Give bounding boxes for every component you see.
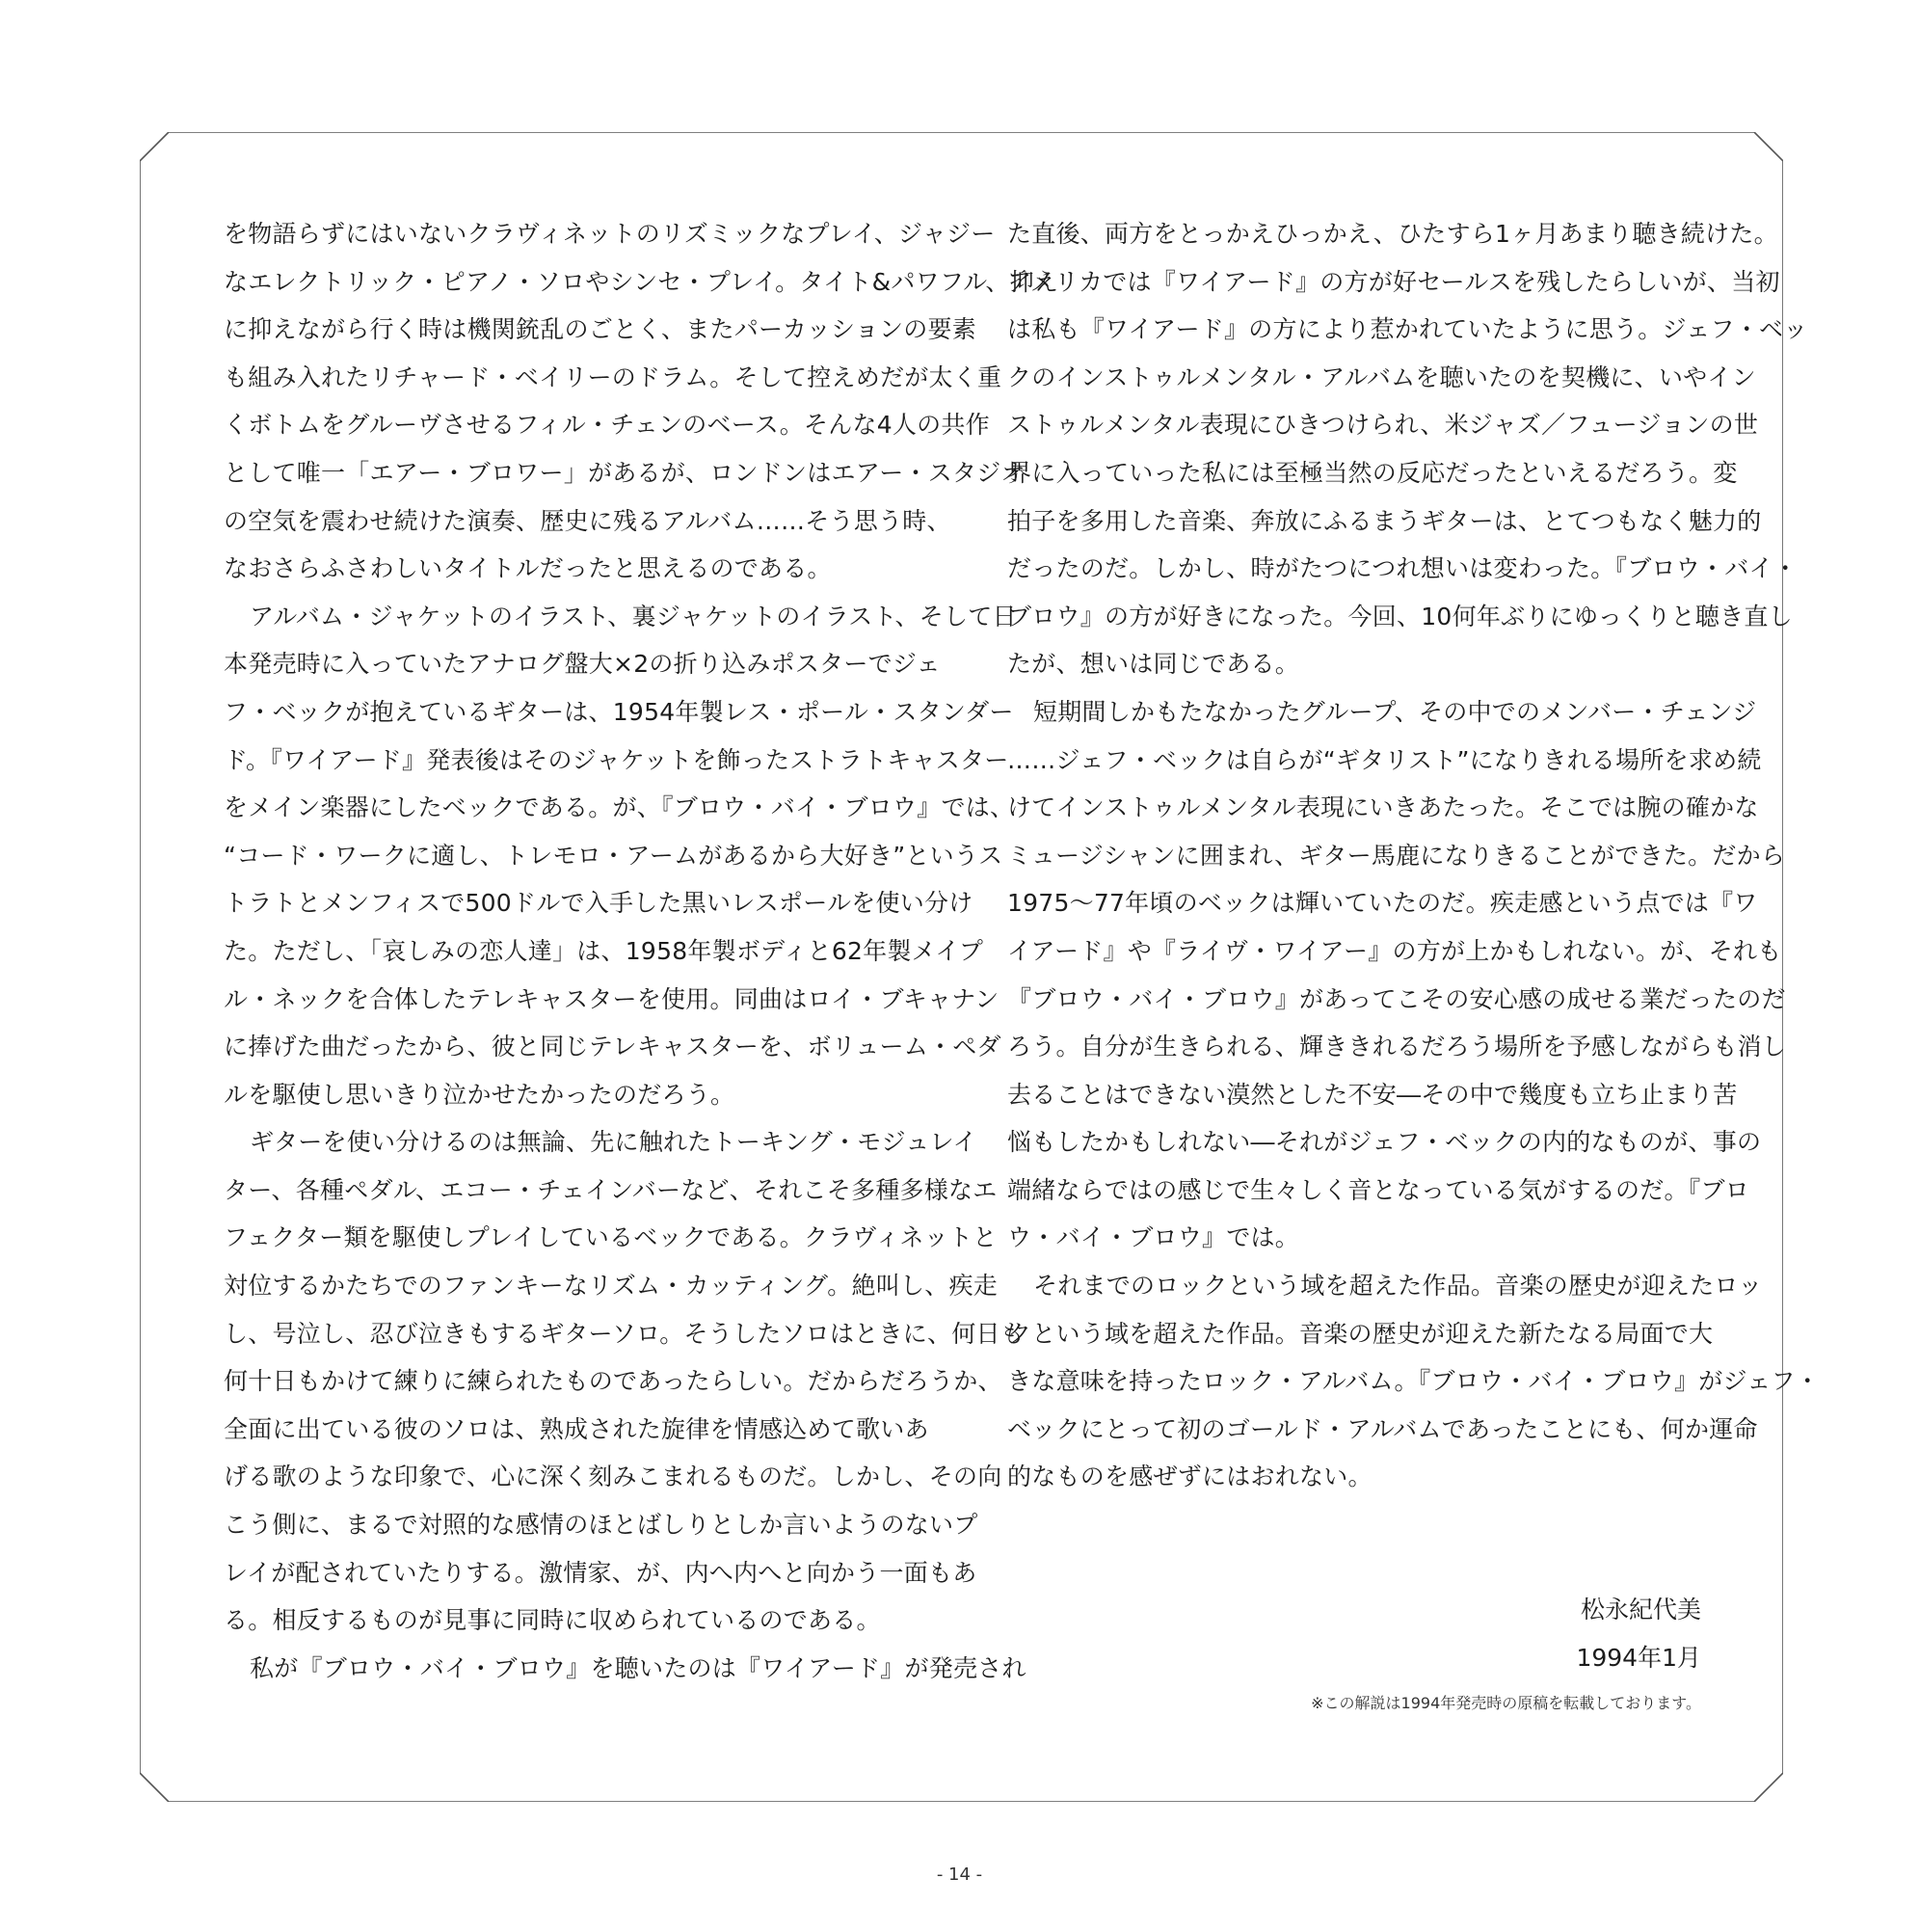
paragraph (224, 210, 1059, 593)
text-line: た。ただし、「哀しみの恋人達」は、1958年製ボディと62年製メイプ (224, 936, 984, 965)
text-line: なエレクトリック・ピアノ・ソロやシンセ・プレイ。タイト&パワフル、抑え (224, 267, 1059, 296)
reprint-note: ※この解説は1994年発売時の原稿を転載しております。 (1311, 1694, 1701, 1712)
text-line: こう側に、まるで対照的な感情のほとばしりとしか言いようのないプ (224, 1511, 978, 1540)
paragraph (1007, 1262, 1821, 1501)
text-line: ストゥルメンタル表現にひきつけられ、米ジャズ／フュージョンの世 (1007, 411, 1759, 440)
text-line: た直後、両方をとっかえひっかえ、ひたすら1ヶ月あまり聴き続けた。 (1007, 220, 1778, 248)
text-line: 短期間しかもたなかったグループ、その中でのメンバー・チェンジ (1033, 697, 1757, 726)
text-line: “コード・ワークに適し、トレモロ・アームがあるから大好き”というス (224, 841, 1003, 870)
text-line: ギターを使い分けるのは無論、先に触れたトーキング・モジュレイ (250, 1128, 977, 1157)
text-line: 1975〜77年頃のベックは輝いていたのだ。疾走感という点では『ワ (1007, 889, 1758, 918)
text-line: たが、想いは同じである。 (1007, 650, 1300, 679)
text-line: それまでのロックという域を超えた作品。音楽の歴史が迎えたロッ (1033, 1272, 1763, 1301)
paragraph (224, 1645, 1026, 1693)
author-name: 松永紀代美 (1580, 1596, 1701, 1623)
text-line: も組み入れたリチャード・ベイリーのドラム。そして控えめだが太く重 (224, 362, 1002, 391)
text-line: クという域を超えた作品。音楽の歴史が迎えた新たなる局面で大 (1007, 1319, 1714, 1348)
text-line: は私も『ワイアード』の方により惹かれていたように思う。ジェフ・ベッ (1007, 315, 1808, 344)
page-number: - 14 - (936, 1865, 983, 1885)
text-line: 悩もしたかもしれない―それがジェフ・ベックの内的なものが、事の (1007, 1128, 1762, 1157)
text-line: 全面に出ている彼のソロは、熟成された旋律を情感込めて歌いあ (224, 1414, 929, 1443)
text-line: レイが配されていたりする。激情家、が、内へ内へと向かう一面もあ (224, 1558, 977, 1587)
text-line: 本発売時に入っていたアナログ盤大×2の折り込みポスターでジェ (224, 650, 941, 679)
text-line: アメリカでは『ワイアード』の方が好セールスを残したらしいが、当初 (1007, 267, 1780, 296)
text-line: イアード』や『ライヴ・ワイアー』の方が上かもしれない。が、それも (1007, 936, 1782, 965)
text-line: ルを駆使し思いきり泣かせたかったのだろう。 (224, 1080, 735, 1109)
right-column (1007, 210, 1821, 1501)
text-line: し、号泣し、忍び泣きもするギターソロ。そうしたソロはときに、何日も (224, 1319, 1026, 1348)
text-line: フェクター類を駆使しプレイしているベックである。クラヴィネットと (224, 1223, 998, 1252)
left-column (224, 210, 1059, 1692)
paragraph (224, 1118, 1026, 1645)
text-line: 拍子を多用した音楽、奔放にふるまうギターは、とてつもなく魅力的 (1007, 506, 1762, 535)
text-line: 対位するかたちでのファンキーなリズム・カッティング。絶叫し、疾走 (224, 1272, 999, 1301)
text-line: げる歌のような印象で、心に深く刻みこまれるものだ。しかし、その向 (224, 1462, 1002, 1491)
text-line: けてインストゥルメンタル表現にいきあたった。そこでは腕の確かな (1007, 793, 1759, 822)
text-line: ブロウ』の方が好きになった。今回、10何年ぶりにゆっくりと聴き直し (1007, 602, 1793, 631)
article-date: 1994年1月 (1576, 1644, 1701, 1672)
text-line: きな意味を持ったロック・アルバム。『ブロウ・バイ・ブロウ』がジェフ・ (1007, 1367, 1821, 1396)
text-line: 私が『ブロウ・バイ・ブロウ』を聴いたのは『ワイアード』が発売され (250, 1653, 1026, 1682)
text-line: 『ブロウ・バイ・ブロウ』があってこその安心感の成せる業だったのだ (1007, 984, 1786, 1013)
text-line: 的なものを感ぜずにはおれない。 (1007, 1462, 1373, 1491)
text-line: る。相反するものが見事に同時に収められているのである。 (224, 1606, 881, 1635)
text-line: ベックにとって初のゴールド・アルバムであったことにも、何か運命 (1007, 1414, 1758, 1443)
text-line: トラトとメンフィスで500ドルで入手した黒いレスポールを使い分け (224, 889, 973, 918)
text-line: なおさらふさわしいタイトルだったと思えるのである。 (224, 554, 832, 583)
text-line: ミュージシャンに囲まれ、ギター馬鹿になりきることができた。だから (1007, 841, 1786, 870)
paragraph (224, 593, 1017, 1119)
text-line: 端緒ならではの感じで生々しく音となっている気がするのだ。『ブロ (1007, 1175, 1750, 1204)
paragraph (1007, 688, 1787, 1262)
text-line: に捧げた曲だったから、彼と同じテレキャスターを、ボリューム・ペダ (224, 1033, 1001, 1061)
text-line: をメイン楽器にしたベックである。が、『ブロウ・バイ・ブロウ』では、 (224, 793, 1015, 822)
text-line: ター、各種ペダル、エコー・チェインバーなど、それこそ多種多様なエ (224, 1175, 998, 1204)
text-line: 界に入っていった私には至極当然の反応だったといえるだろう。変 (1007, 458, 1738, 487)
text-line: を物語らずにはいないクラヴィネットのリズミックなプレイ、ジャジー (224, 220, 996, 248)
text-line: 何十日もかけて練りに練られたものであったらしい。だからだろうか、 (224, 1367, 1002, 1396)
text-line: ド。『ワイアード』発表後はそのジャケットを飾ったストラトキャスター (224, 745, 1009, 774)
text-line: くボトムをグルーヴさせるフィル・チェンのベース。そんな4人の共作 (224, 411, 990, 440)
text-line: ル・ネックを合体したテレキャスターを使用。同曲はロイ・ブキャナン (224, 984, 999, 1013)
text-line: アルバム・ジャケットのイラスト、裏ジャケットのイラスト、そして日 (250, 602, 1017, 631)
text-line: に抑えながら行く時は機関銃乱のごとく、またパーカッションの要素 (224, 315, 977, 344)
text-line: ……ジェフ・ベックは自らが“ギタリスト”になりきれる場所を求め続 (1007, 745, 1762, 774)
text-line: だったのだ。しかし、時がたつにつれ想いは変わった。『ブロウ・バイ・ (1007, 554, 1799, 583)
text-line: 去ることはできない漠然とした不安―その中で幾度も立ち止まり苦 (1007, 1080, 1738, 1109)
text-line: ろう。自分が生きられる、輝ききれるだろう場所を予感しながらも消し (1007, 1033, 1787, 1061)
text-line: クのインストゥルメンタル・アルバムを聴いたのを契機に、いやイン (1007, 362, 1756, 391)
paragraph (1007, 210, 1808, 688)
text-line: フ・ベックが抱えているギターは、1954年製レス・ポール・スタンダー (224, 697, 1014, 726)
text-line: ウ・バイ・ブロウ』では。 (1007, 1223, 1300, 1252)
text-line: として唯一「エアー・ブロワー」があるが、ロンドンはエアー・スタジオ (224, 458, 1026, 487)
text-line: の空気を震わせ続けた演奏、歴史に残るアルバム……そう思う時、 (224, 506, 951, 535)
